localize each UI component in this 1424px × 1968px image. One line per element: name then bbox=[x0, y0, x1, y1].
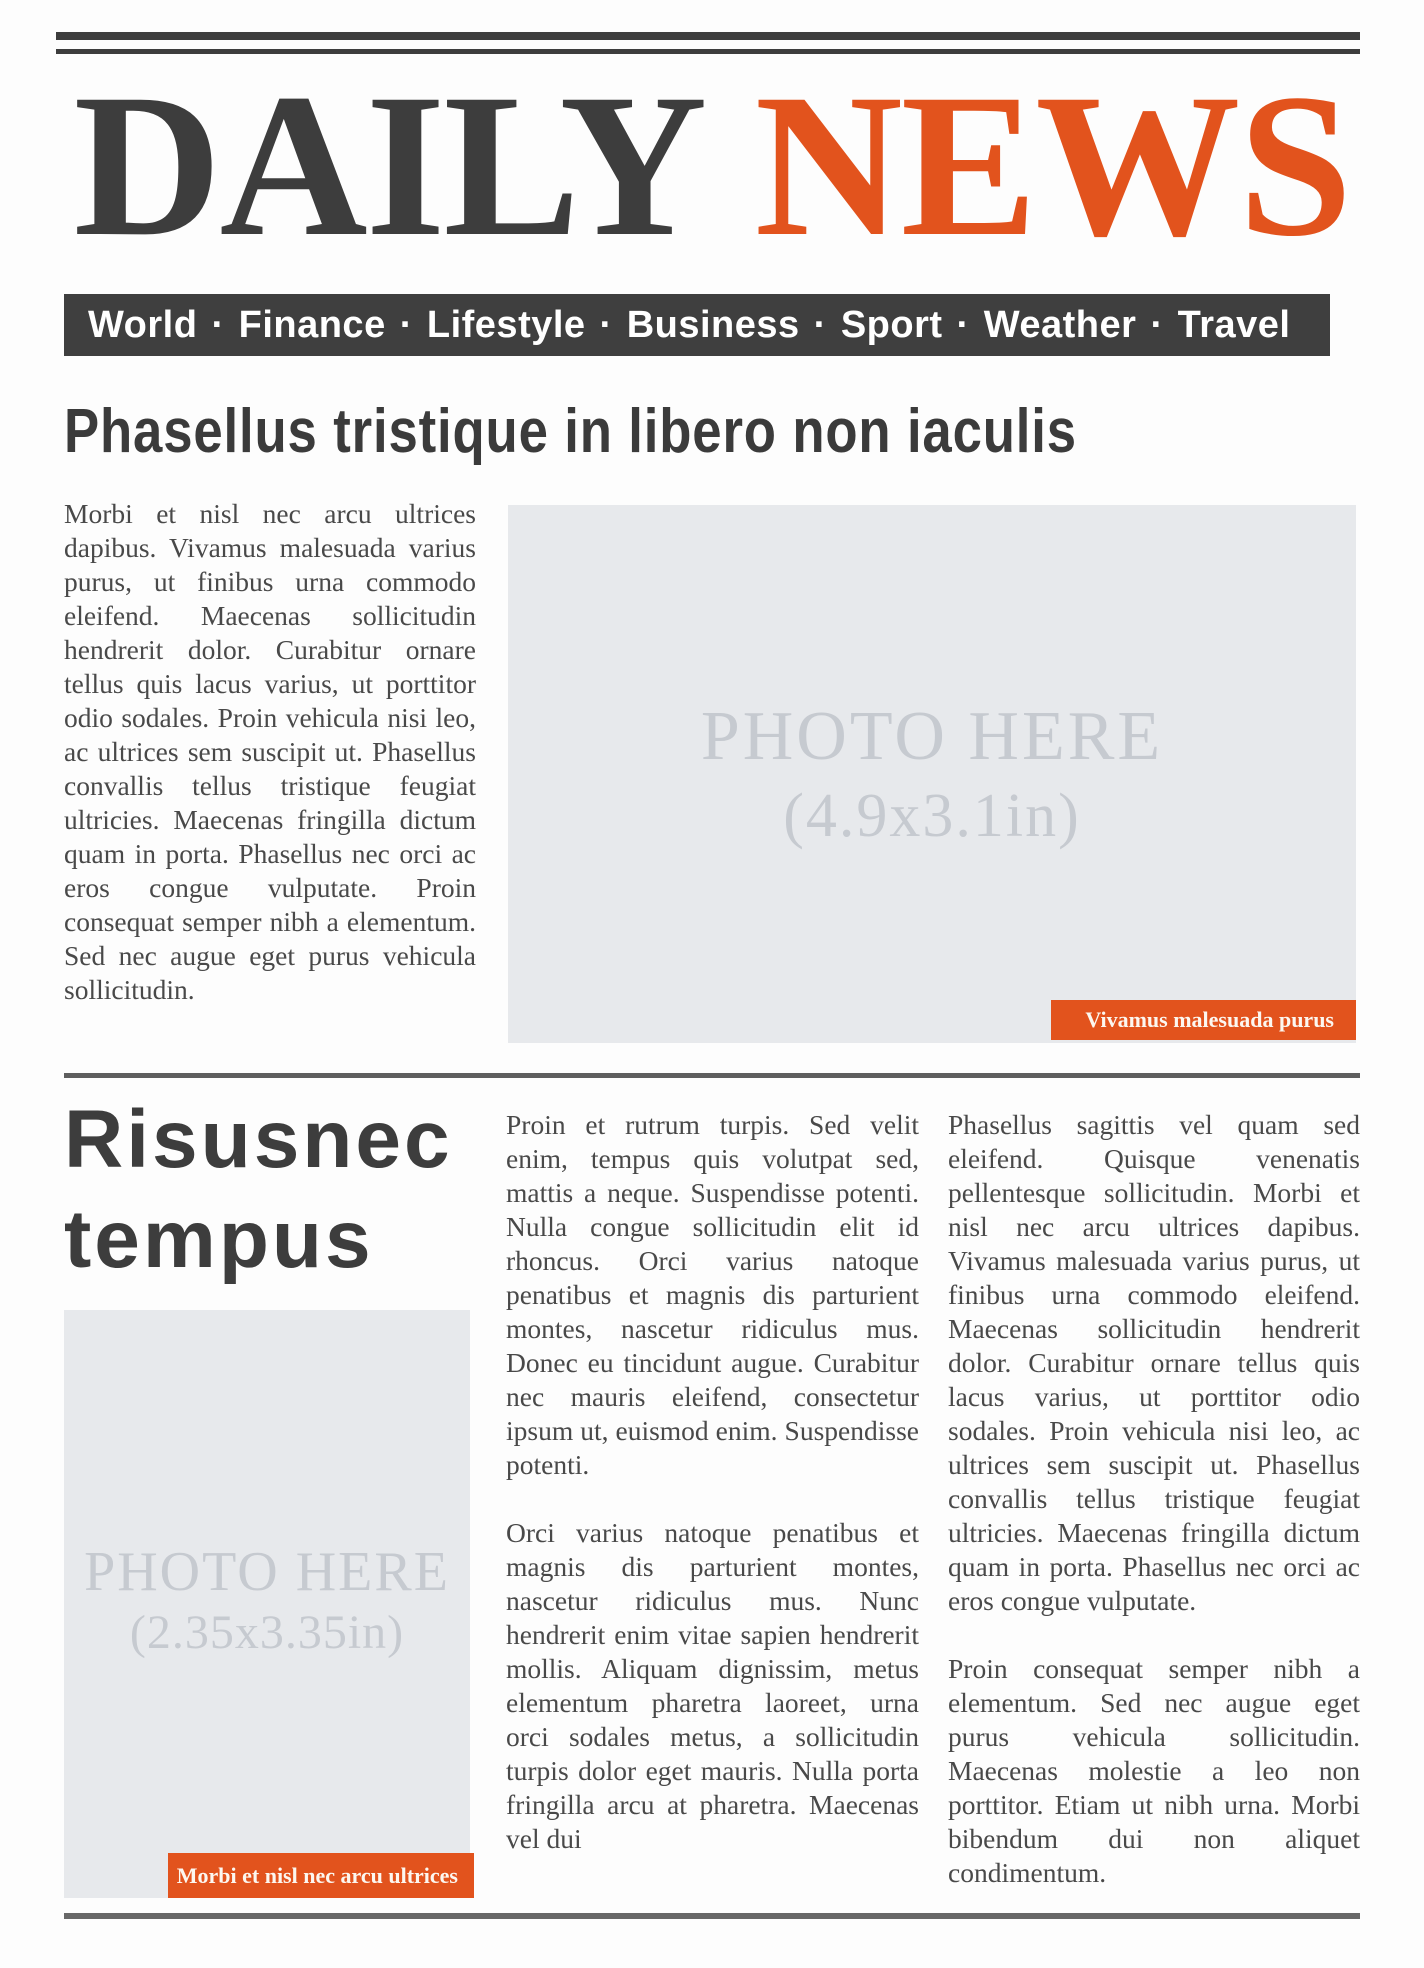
photo-placeholder-size: (4.9x3.1in) bbox=[783, 782, 1081, 850]
masthead-word-daily: DAILY bbox=[73, 52, 706, 279]
second-headline-line2: tempus bbox=[64, 1194, 374, 1285]
nav-item-business[interactable]: Business bbox=[626, 304, 800, 346]
nav-item-lifestyle[interactable]: Lifestyle bbox=[426, 304, 586, 346]
masthead-title bbox=[64, 52, 1360, 279]
nav-item-finance[interactable]: Finance bbox=[238, 304, 386, 346]
nav-separator: · bbox=[399, 304, 413, 346]
photo-placeholder-label: PHOTO HERE bbox=[84, 1541, 450, 1603]
lead-article-headline: Phasellus tristique in libero non iaculis bbox=[64, 397, 1077, 466]
nav-separator: · bbox=[1150, 304, 1164, 346]
second-photo-placeholder bbox=[64, 1310, 470, 1898]
right-column-paragraph-1: Phasellus sagittis vel quam sed eleifend. Quisque venenatis pellentesque sollicitudin. Morbi et nisl nec arcu ultrices dapibus. Vivamus malesuada varius purus, ut finibus urna commodo eleifend. Maecenas sollicitudin hendrerit dolor. Curabitur ornare tellus quis lacus varius, ut porttitor odio sodales. Proin vehicula nisi leo, ac ultrices sem suscipit ut. Phasellus convallis tellus tristique feugiat ultricies. Maecenas fringilla dictum quam in porta. Phasellus nec orci ac eros congue vulputate. bbox=[948, 1109, 1360, 1616]
lead-photo-placeholder bbox=[508, 505, 1356, 1043]
second-article-headline bbox=[64, 1090, 476, 1290]
nav-separator: · bbox=[813, 304, 827, 346]
nav-separator: · bbox=[956, 304, 970, 346]
nav-item-travel[interactable]: Travel bbox=[1177, 304, 1291, 346]
section-divider-rule bbox=[64, 1073, 1360, 1078]
right-column-paragraph-2: Proin consequat semper nibh a elementum. Sed nec augue eget purus vehicula sollicitudin. Maecenas molestie a leo non porttitor. Etiam ut nibh urna. Morbi bibendum dui non aliquet condimentum. bbox=[948, 1653, 1360, 1888]
bottom-rule bbox=[64, 1913, 1360, 1919]
nav-separator: · bbox=[211, 304, 225, 346]
category-navbar bbox=[64, 294, 1330, 356]
second-headline-line1: Risusnec bbox=[64, 1094, 453, 1185]
lead-article-paragraph: Morbi et nisl nec arcu ultrices dapibus. Vivamus malesuada varius purus, ut finibus urna commodo eleifend. Maecenas sollicitudin hendrerit dolor. Curabitur ornare tellus quis lacus varius, ut porttitor odio sodales. Proin vehicula nisi leo, ac ultrices sem suscipit ut. Phasellus convallis tellus tristique feugiat ultricies. Maecenas fringilla dictum quam in porta. Phasellus nec orci ac eros congue vulputate. Proin consequat semper nibh a elementum. Sed nec augue eget purus vehicula sollicitudin. bbox=[64, 498, 476, 1005]
second-article-middle-column bbox=[506, 1108, 919, 1856]
middle-column-paragraph-1: Proin et rutrum turpis. Sed velit enim, tempus quis volutpat sed, mattis a neque. Suspendisse potenti. Nulla congue sollicitudin elit id rhoncus. Orci varius natoque penatibus et magnis dis parturient montes, nascetur ridiculus mus. Donec eu tincidunt augue. Curabitur nec mauris eleifend, consectetur ipsum ut, euismod enim. Suspendisse potenti. bbox=[506, 1109, 919, 1480]
second-photo-caption: Morbi et nisl nec arcu ultrices bbox=[168, 1853, 474, 1898]
photo-placeholder-size: (2.35x3.35in) bbox=[129, 1606, 405, 1659]
nav-item-weather[interactable]: Weather bbox=[983, 304, 1137, 346]
nav-item-sport[interactable]: Sport bbox=[840, 304, 943, 346]
nav-item-world[interactable]: World bbox=[88, 304, 198, 346]
lead-photo-caption: Vivamus malesuada purus bbox=[1051, 1000, 1356, 1040]
masthead-word-news: NEWS bbox=[754, 52, 1351, 279]
top-rule-thick bbox=[56, 32, 1360, 40]
middle-column-paragraph-2: Orci varius natoque penatibus et magnis dis parturient montes, nascetur ridiculus mus. Nunc hendrerit enim vitae sapien hendrerit mollis. Aliquam dignissim, metus elementum pharetra laoreet, urna orci sodales metus, a sollicitudin turpis dolor eget mauris. Nulla porta fringilla arcu at pharetra. Maecenas vel dui bbox=[506, 1517, 919, 1854]
photo-placeholder-label: PHOTO HERE bbox=[700, 698, 1164, 775]
second-article-right-column bbox=[948, 1108, 1360, 1890]
nav-separator: · bbox=[599, 304, 613, 346]
masthead-space bbox=[705, 52, 754, 279]
